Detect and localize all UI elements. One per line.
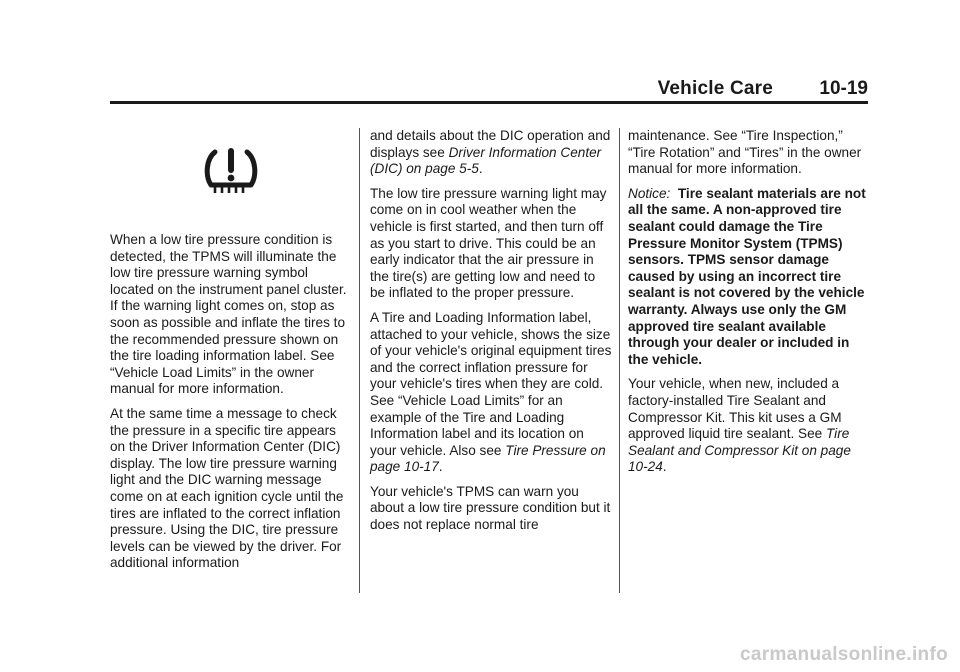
text: . bbox=[478, 161, 483, 177]
text: and details about the DIC operation and displays see bbox=[370, 128, 611, 160]
paragraph: When a low tire pressure condition is detected, the TPMS will illuminate the low tire pressure warning symbol located on the instrument panel cluster. If the warning light comes on, stop as soon as possible and inflate the tires to the recommended pressure shown on the tire loading information label. See “Vehicle Load Limits” in the owner manual for more information. bbox=[110, 232, 347, 397]
cross-reference-link[interactable]: Tire Sealant and Compressor Kit on page 10-24 bbox=[628, 426, 851, 475]
tire-pressure-warning-icon bbox=[203, 146, 259, 196]
column-divider bbox=[619, 128, 620, 593]
paragraph: Your vehicle's TPMS can warn you about a low tire pressure condition but it does not replace normal tire bbox=[370, 483, 611, 533]
text: . bbox=[438, 459, 443, 475]
text: . bbox=[662, 459, 667, 475]
paragraph bbox=[628, 376, 870, 476]
column-3 bbox=[628, 128, 870, 484]
watermark: carmanualsonline.info bbox=[740, 644, 948, 665]
cross-reference-link[interactable]: Driver Information Center (DIC) on page 5-5 bbox=[370, 144, 602, 177]
page-number: 10-19 bbox=[819, 78, 868, 99]
paragraph bbox=[370, 310, 612, 476]
icon-container bbox=[110, 128, 352, 232]
column-2 bbox=[370, 128, 612, 542]
cross-reference-link[interactable]: Tire Pressure on page 10-17 bbox=[370, 442, 606, 475]
column-divider bbox=[359, 128, 360, 593]
section-title: Vehicle Care bbox=[657, 78, 773, 99]
text: A Tire and Loading Information label, attached to your vehicle, shows the size of your vehicle's original equipment tires and the correct inflation pressure for your vehicle's tires when they are cold. See “Vehicle Load Limits” for an example of the Tire and Loading Information label and its location on your vehicle. Also see bbox=[370, 309, 612, 458]
notice-paragraph bbox=[628, 186, 870, 369]
notice-label: Notice: bbox=[628, 185, 671, 201]
text: Your vehicle, when new, included a factory-installed Tire Sealant and Compressor Kit. This kit uses a GM approved liquid tire sealant. See bbox=[628, 376, 842, 442]
paragraph: The low tire pressure warning light may come on in cool weather when the vehicle is first started, and then turn off as you start to drive. This could be an early indicator that the air pressure in the tire(s) are getting low and need to be inflated to the proper pressure. bbox=[370, 185, 607, 301]
column-1 bbox=[110, 128, 352, 580]
paragraph: At the same time a message to check the pressure in a specific tire appears on the Driver Information Center (DIC) display. The low tire pressure warning light and the DIC warning message come on at each ignition cycle until the tires are inflated to the correct inflation pressure. Using the DIC, tire pressure levels can be viewed by the driver. For additional information bbox=[110, 405, 344, 571]
paragraph: maintenance. See “Tire Inspection,” “Tire Rotation” and “Tires” in the owner manual for more information. bbox=[628, 128, 862, 177]
header-rule bbox=[110, 101, 868, 104]
notice-text: Tire sealant materials are not all the same. A non-approved tire sealant could damage the Tire Pressure Monitor System (TPMS) sensors. TPMS sensor damage caused by using an incorrect tire sealant is not covered by the vehicle warranty. Always use only the GM approved tire sealant available through your dealer or included in the vehicle. bbox=[628, 185, 866, 367]
paragraph bbox=[370, 128, 612, 178]
